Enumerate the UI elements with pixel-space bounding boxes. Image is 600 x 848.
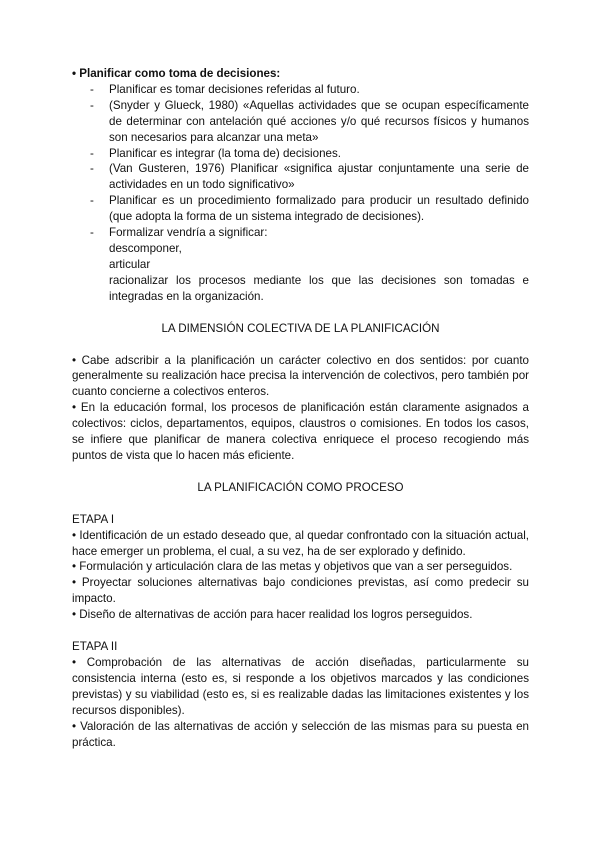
dash-bullet: - bbox=[90, 98, 94, 112]
sub-item: descomponer, bbox=[109, 241, 182, 255]
list-item: - Planificar es integrar (la toma de) decisiones. bbox=[90, 146, 341, 160]
list-item: - (Snyder y Glueck, 1980) «Aquellas actividades que se ocupan específicamente de determinar con antelación qué acciones y/o qué recursos físicos y humanos son necesarios para alcanzar una meta» bbox=[90, 98, 529, 144]
dash-bullet: - bbox=[90, 194, 94, 208]
stage-item: • Comprobación de las alternativas de acción diseñadas, particularmente su consistencia interna (esto es, si responde a los objetivos marcados y las condiciones previstas) y su viabilidad (esto es, si es realizable dadas las limitaciones existentes y los recursos disponibles). bbox=[72, 656, 529, 717]
dash-bullet: - bbox=[90, 146, 94, 160]
stage-item: • Diseño de alternativas de acción para hacer realidad los logros perseguidos. bbox=[72, 608, 473, 622]
paragraph: • Cabe adscribir a la planificación un carácter colectivo en dos sentidos: por cuanto generalmente su realización hace precisa la intervención de colectivos, pero también por cuanto concierne a colectivos enteros. bbox=[72, 353, 529, 399]
stage-label: ETAPA II bbox=[72, 640, 118, 654]
list-item: - Formalizar vendría a significar: bbox=[90, 226, 268, 240]
dash-bullet: - bbox=[90, 82, 94, 96]
document-body bbox=[72, 66, 529, 750]
stage-item: • Identificación de un estado deseado que, al quedar confrontado con la situación actual, hace emerger un problema, el cual, a su vez, ha de ser explorado y definido. bbox=[72, 528, 529, 558]
list-item: - (Van Gusteren, 1976) Planificar «significa ajustar conjuntamente una serie de actividades en un todo significativo» bbox=[90, 162, 529, 192]
paragraph: • En la educación formal, los procesos de planificación están claramente asignados a colectivos: ciclos, departamentos, equipos, claustros o comisiones. En todos los casos, se infiere que planificar de manera colectiva enriquece el proceso recogiendo más puntos de vista que lo hacen más eficiente. bbox=[72, 401, 529, 462]
list-item: - Planificar es un procedimiento formalizado para producir un resultado definido (que adopta la forma de un sistema integrado de decisiones). bbox=[90, 194, 529, 224]
stage-item: • Valoración de las alternativas de acción y selección de las mismas para su puesta en práctica. bbox=[72, 719, 529, 749]
stage-item: • Formulación y articulación clara de las metas y objetivos que van a ser perseguidos. bbox=[72, 560, 513, 574]
sub-item: racionalizar los procesos mediante los que las decisiones son tomadas e integradas en la organización. bbox=[109, 273, 529, 303]
section-heading-decisions: • Planificar como toma de decisiones: bbox=[72, 67, 281, 80]
section-title-collective: LA DIMENSIÓN COLECTIVA DE LA PLANIFICACIÓN bbox=[161, 321, 440, 335]
stage-item: • Proyectar soluciones alternativas bajo condiciones previstas, así como predecir su impacto. bbox=[72, 576, 529, 606]
section-title-process: LA PLANIFICACIÓN COMO PROCESO bbox=[197, 480, 404, 494]
stage-label: ETAPA I bbox=[72, 512, 115, 526]
dash-bullet: - bbox=[90, 162, 94, 176]
sub-item: articular bbox=[109, 257, 151, 271]
list-item: - Planificar es tomar decisiones referidas al futuro. bbox=[90, 82, 360, 96]
decisions-list bbox=[72, 82, 529, 241]
dash-bullet: - bbox=[90, 226, 94, 240]
